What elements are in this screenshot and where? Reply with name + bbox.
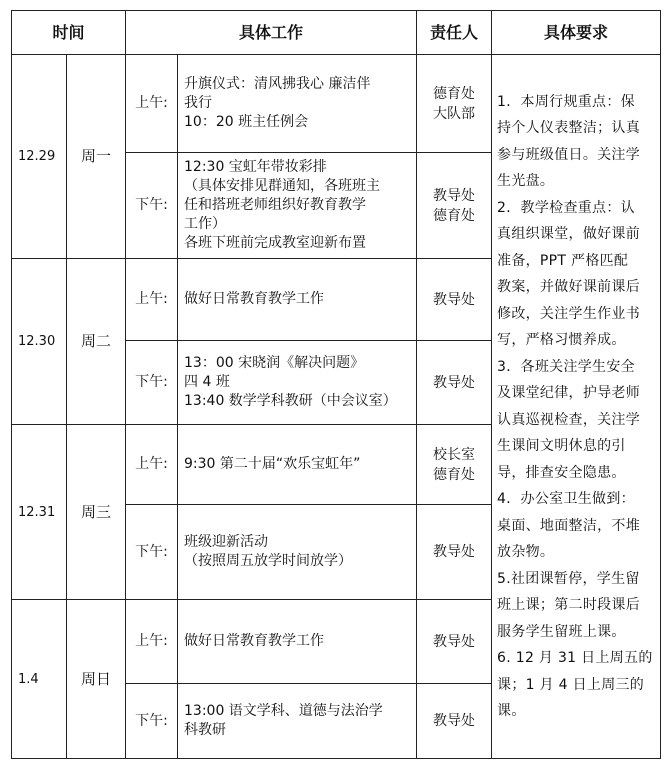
date-cell: 12.29 — [12, 55, 67, 259]
work-line: 12:30 宝虹年带妆彩排 — [184, 159, 327, 175]
requirement-line: 5.社团课暂停，学生留 — [497, 570, 640, 587]
work-line: 各班下班前完成教室迎新布置 — [184, 235, 367, 251]
work-line: 工作） — [184, 216, 227, 232]
work-line: （按照周五放学时间放学） — [184, 553, 353, 569]
requirements-cell — [492, 55, 661, 759]
requirement-line: 生课间文明休息的引 — [497, 438, 626, 454]
weekday-cell: 周日 — [67, 600, 126, 759]
responsible-cell — [417, 600, 492, 684]
responsible-line: 大队部 — [433, 105, 476, 122]
date-cell: 12.31 — [12, 425, 67, 600]
responsible-cell — [417, 153, 492, 259]
requirement-line: 认真巡视检查，关注学 — [497, 411, 641, 428]
work-cell — [178, 425, 417, 505]
work-line: （具体安排见群通知，各班班主 — [184, 178, 381, 194]
requirement-line: 持个人仪表整洁；认真 — [497, 120, 641, 136]
work-line: 科教研 — [184, 722, 227, 738]
period-am: 上午: — [126, 600, 178, 684]
work-cell — [178, 259, 417, 341]
header-time: 时间 — [12, 11, 126, 55]
date-cell: 12.30 — [12, 259, 67, 425]
requirement-line: 服务学生留班上课。 — [497, 623, 626, 640]
header-requirements: 具体要求 — [492, 11, 661, 55]
work-line: 10：20 班主任例会 — [184, 114, 309, 130]
requirement-line: 修改，关注学生作业书 — [497, 305, 641, 322]
responsible-line: 教导处 — [433, 544, 476, 560]
requirement-line: 班上课；第二时段课后 — [497, 597, 641, 613]
work-line: 13:40 数学学科教研（中会议室） — [184, 393, 397, 409]
requirement-line: 写，严格习惯养成。 — [497, 332, 626, 348]
requirement-line: 课。 — [497, 703, 526, 719]
requirement-line: 及课堂纪律，护导老师 — [497, 385, 641, 401]
requirement-line: 4．办公室卫生做到： — [497, 491, 635, 507]
requirement-line: 放杂物。 — [497, 544, 555, 560]
work-line: 9:30 第二十届“欢乐宝虹年” — [184, 456, 361, 472]
responsible-line: 教导处 — [433, 374, 476, 391]
responsible-line: 教导处 — [433, 187, 476, 204]
responsible-cell — [417, 259, 492, 341]
period-am: 上午: — [126, 55, 178, 153]
period-am: 上午: — [126, 425, 178, 505]
work-line: 13:00 语文学科、道德与法治学 — [184, 703, 383, 719]
responsible-line: 教导处 — [433, 291, 476, 308]
work-cell — [178, 600, 417, 684]
responsible-line: 教导处 — [433, 713, 476, 729]
requirement-line: 真组织课堂，做好课前 — [497, 226, 641, 242]
period-pm: 下午: — [126, 505, 178, 600]
weekday-cell: 周一 — [67, 55, 126, 259]
work-line: 任和搭班老师组织好教育教学 — [184, 197, 367, 213]
schedule-table — [11, 10, 661, 759]
responsible-line: 德育处 — [433, 85, 476, 102]
requirement-line: 准备，PPT 严格匹配 — [497, 252, 629, 269]
work-line: 四 4 班 — [184, 374, 230, 390]
day-row-am — [12, 55, 661, 153]
work-cell — [178, 153, 417, 259]
date-cell: 1.4 — [12, 600, 67, 759]
responsible-cell — [417, 55, 492, 153]
work-line: 班级迎新活动 — [184, 534, 269, 550]
period-am: 上午: — [126, 259, 178, 341]
responsible-cell — [417, 341, 492, 425]
requirement-line: 桌面、地面整洁，不堆 — [497, 517, 641, 534]
requirement-line: 6. 12 月 31 日上周五的 — [497, 650, 653, 666]
responsible-cell — [417, 505, 492, 600]
work-line: 升旗仪式：清风拂我心 廉洁伴 — [184, 76, 371, 92]
requirement-line: 导，排查安全隐患。 — [497, 464, 626, 481]
work-line: 做好日常教育教学工作 — [184, 291, 325, 307]
requirement-line: 3．各班关注学生安全 — [497, 358, 635, 375]
weekday-cell: 周二 — [67, 259, 126, 425]
requirement-line: 1．本周行规重点：保 — [497, 93, 635, 110]
responsible-line: 校长室 — [433, 446, 476, 463]
header-work: 具体工作 — [126, 11, 417, 55]
weekday-cell: 周三 — [67, 425, 126, 600]
work-line: 我行 — [184, 95, 213, 111]
responsible-line: 德育处 — [433, 207, 476, 224]
requirement-line: 2．教学检查重点：认 — [497, 199, 635, 216]
responsible-cell — [417, 425, 492, 505]
header-row — [12, 11, 661, 55]
requirement-line: 参与班级值日。关注学 — [497, 146, 641, 163]
responsible-cell — [417, 684, 492, 759]
requirement-line: 课；1 月 4 日上周三的 — [497, 676, 645, 693]
responsible-line: 教导处 — [433, 633, 476, 650]
requirement-line: 教案，并做好课前课后 — [497, 279, 641, 295]
period-pm: 下午: — [126, 341, 178, 425]
requirement-line: 生光盘。 — [497, 173, 555, 189]
header-responsible: 责任人 — [417, 11, 492, 55]
work-cell — [178, 55, 417, 153]
work-cell — [178, 505, 417, 600]
responsible-line: 德育处 — [433, 466, 476, 483]
period-pm: 下午: — [126, 684, 178, 759]
work-line: 做好日常教育教学工作 — [184, 633, 325, 649]
work-line: 13：00 宋晓润《解决问题》 — [184, 355, 365, 371]
work-cell — [178, 684, 417, 759]
period-pm: 下午: — [126, 153, 178, 259]
work-cell — [178, 341, 417, 425]
